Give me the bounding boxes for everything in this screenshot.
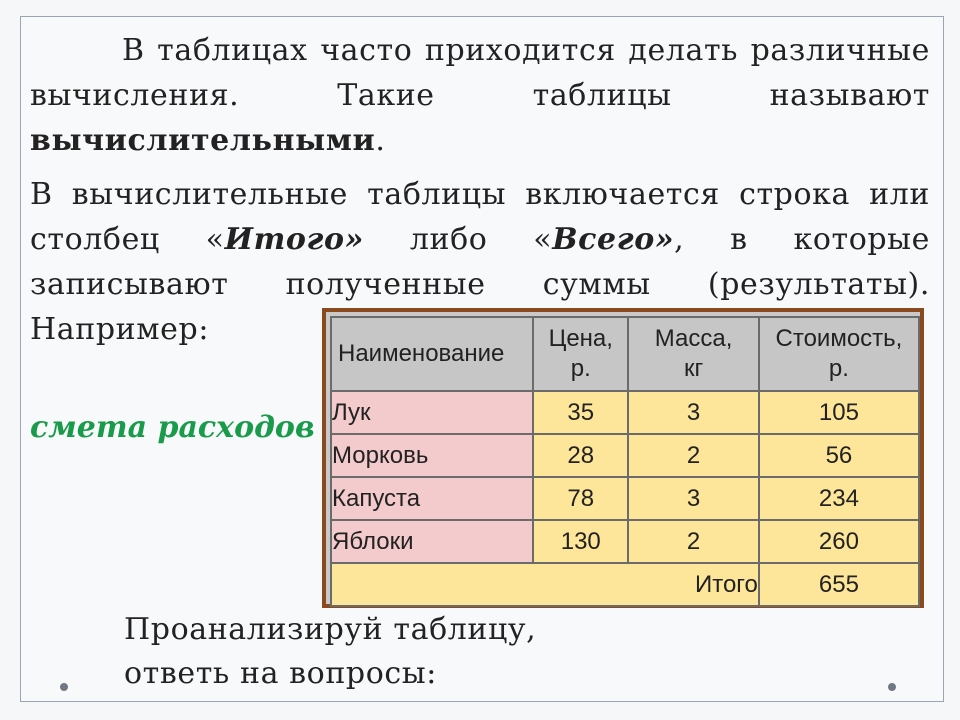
cell-mass: 2 [628, 520, 759, 563]
task-line-1: Проанализируй таблицу, [124, 612, 537, 647]
header-mass: Масса, кг [628, 317, 759, 391]
totals-text-c: , в которые записывают полученные суммы (результаты). Например: [30, 222, 930, 347]
cell-name: Морковь [331, 434, 533, 477]
cell-name: Лук [331, 391, 533, 434]
estimate-table-frame [322, 308, 924, 608]
totals-text-a: В вычислительные таблицы включается строка или столбец « [30, 177, 930, 257]
cell-mass: 3 [628, 391, 759, 434]
cell-price: 78 [533, 477, 628, 520]
cell-cost: 105 [759, 391, 919, 434]
table-row [331, 477, 919, 520]
cell-price: 28 [533, 434, 628, 477]
table-row [331, 391, 919, 434]
estimate-label: смета расходов [30, 410, 315, 445]
cell-cost: 234 [759, 477, 919, 520]
intro-bold-term: вычислительными [30, 123, 376, 158]
table-row [331, 520, 919, 563]
total-label: Итого [331, 563, 759, 606]
corner-dot-left [60, 683, 68, 691]
cell-price: 35 [533, 391, 628, 434]
cell-price: 130 [533, 520, 628, 563]
task-line-2: ответь на вопросы: [124, 656, 437, 691]
cell-mass: 2 [628, 434, 759, 477]
table-total-row [331, 563, 919, 606]
totals-text-b: либо « [363, 222, 553, 257]
intro-text: В таблицах часто приходится делать различные вычисления. Такие таблицы называют [30, 33, 930, 113]
header-cost: Стоимость, р. [759, 317, 919, 391]
table-row [331, 434, 919, 477]
estimate-table [330, 316, 920, 607]
cell-name: Яблоки [331, 520, 533, 563]
table-header-row [331, 317, 919, 391]
cell-cost: 56 [759, 434, 919, 477]
header-price: Цена, р. [533, 317, 628, 391]
cell-name: Капуста [331, 477, 533, 520]
cell-cost: 260 [759, 520, 919, 563]
header-name: Наименование [331, 317, 533, 391]
cell-mass: 3 [628, 477, 759, 520]
total-value: 655 [759, 563, 919, 606]
task-prompt [124, 608, 536, 696]
corner-dot-right [888, 683, 896, 691]
vsego-term: Всего» [552, 222, 675, 257]
intro-period: . [375, 123, 386, 158]
itogo-term: Итого» [224, 222, 364, 257]
paragraph-intro [30, 28, 930, 163]
